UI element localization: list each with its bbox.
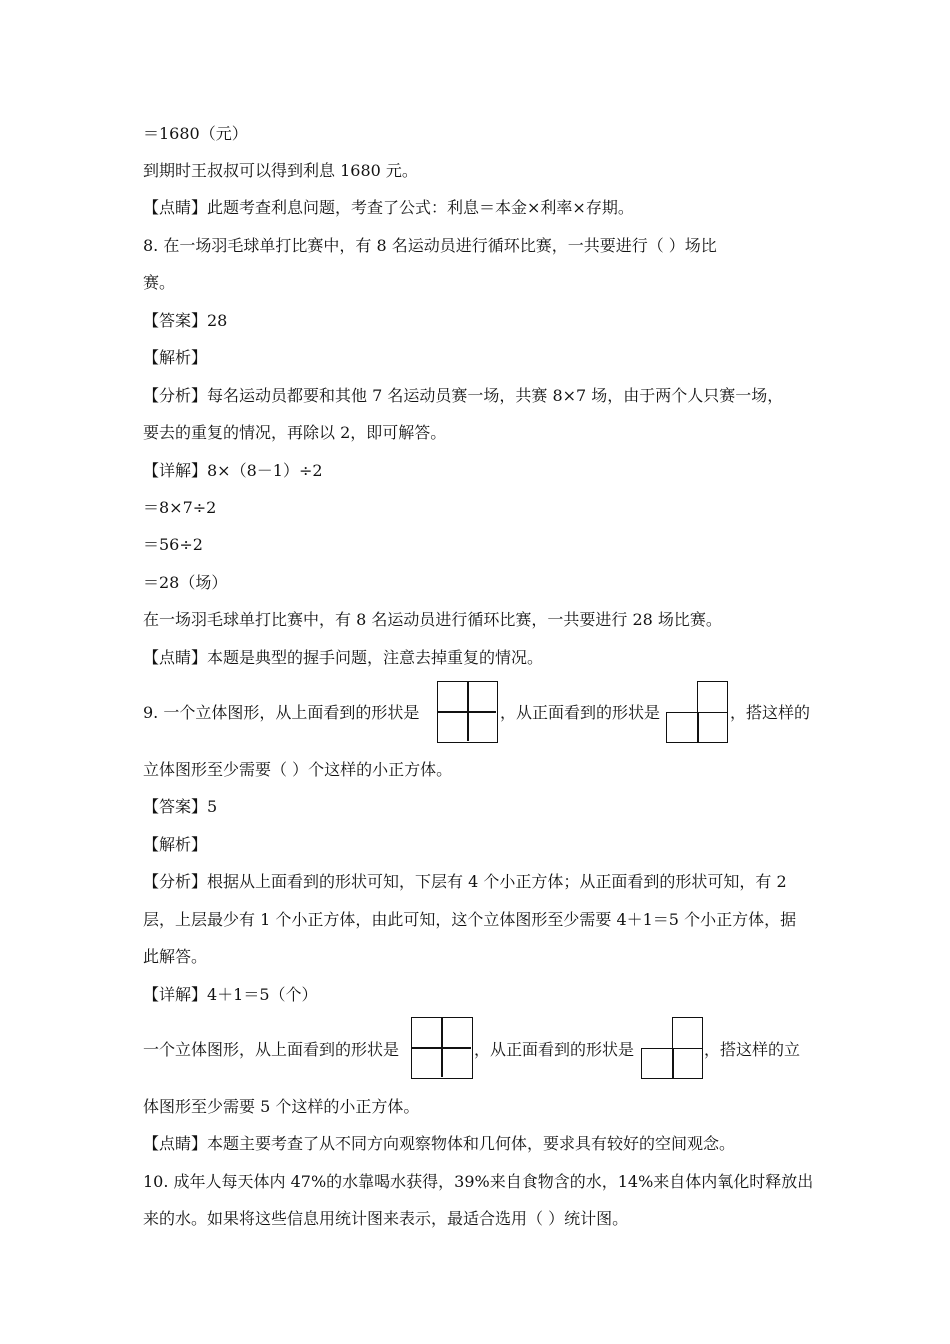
question-10-line-1: 10. 成年人每天体内 47%的水靠喝水获得，39%来自食物含的水，14%来自体内氧化时释放出 bbox=[143, 1172, 814, 1191]
jiexi-8: 【解析】 bbox=[143, 348, 208, 367]
question-9-text-3: ，搭这样的 bbox=[730, 703, 811, 722]
question-9-line-2: 立体图形至少需要（ ）个这样的小正方体。 bbox=[143, 760, 453, 779]
step-1: ＝8×7÷2 bbox=[143, 498, 217, 517]
jiexi-9: 【解析】 bbox=[143, 835, 208, 854]
question-9-text-2: ，从正面看到的形状是 bbox=[500, 703, 661, 722]
step-3: ＝28（场） bbox=[143, 573, 228, 592]
analysis-9-line-3: 此解答。 bbox=[143, 947, 208, 966]
calc-line: ＝1680（元） bbox=[143, 124, 248, 143]
top-view-figure bbox=[437, 681, 498, 743]
question-8-line-1: 8. 在一场羽毛球单打比赛中，有 8 名运动员进行循环比赛，一共要进行（ ）场比 bbox=[143, 236, 717, 255]
conclusion-line: 到期时王叔叔可以得到利息 1680 元。 bbox=[143, 161, 418, 180]
analysis-8-line-2: 要去的重复的情况，再除以 2，即可解答。 bbox=[143, 423, 447, 442]
analysis-9-line-1: 【分析】根据从上面看到的形状可知，下层有 4 个小正方体；从正面看到的形状可知，有 2 bbox=[143, 872, 787, 891]
question-10-line-2: 来的水。如果将这些信息用统计图来表示，最适合选用（ ）统计图。 bbox=[143, 1209, 629, 1228]
question-8-line-2: 赛。 bbox=[143, 273, 176, 292]
step-2: ＝56÷2 bbox=[143, 535, 203, 554]
dianjing-8: 【点睛】本题是典型的握手问题，注意去掉重复的情况。 bbox=[143, 648, 544, 667]
front-view-figure bbox=[666, 681, 728, 743]
analysis-9-line-2: 层，上层最少有 1 个小正方体，由此可知，这个立体图形至少需要 4＋1＝5 个小正方体，据 bbox=[143, 910, 797, 929]
detail-8: 【详解】8×（8－1）÷2 bbox=[143, 461, 323, 480]
conclusion-9-text-2: ，从正面看到的形状是 bbox=[474, 1040, 635, 1059]
question-9-text-1: 9. 一个立体图形，从上面看到的形状是 bbox=[143, 703, 420, 722]
top-view-figure-2 bbox=[411, 1017, 473, 1079]
conclusion-9-line-2: 体图形至少需要 5 个这样的小正方体。 bbox=[143, 1097, 420, 1116]
conclusion-8: 在一场羽毛球单打比赛中，有 8 名运动员进行循环比赛，一共要进行 28 场比赛。 bbox=[143, 610, 722, 629]
answer-9: 【答案】5 bbox=[143, 797, 218, 816]
conclusion-9-text-3: ，搭这样的立 bbox=[704, 1040, 801, 1059]
front-view-figure-2 bbox=[641, 1017, 703, 1079]
dianjing-9: 【点睛】本题主要考查了从不同方向观察物体和几何体，要求具有较好的空间观念。 bbox=[143, 1134, 736, 1153]
detail-9: 【详解】4＋1＝5（个） bbox=[143, 985, 318, 1004]
conclusion-9-text-1: 一个立体图形，从上面看到的形状是 bbox=[143, 1040, 400, 1059]
analysis-8-line-1: 【分析】每名运动员都要和其他 7 名运动员赛一场，共赛 8×7 场，由于两个人只赛一场， bbox=[143, 386, 784, 405]
dianjing-line: 【点睛】此题考查利息问题，考查了公式：利息＝本金×利率×存期。 bbox=[143, 198, 634, 217]
answer-8: 【答案】28 bbox=[143, 311, 228, 330]
